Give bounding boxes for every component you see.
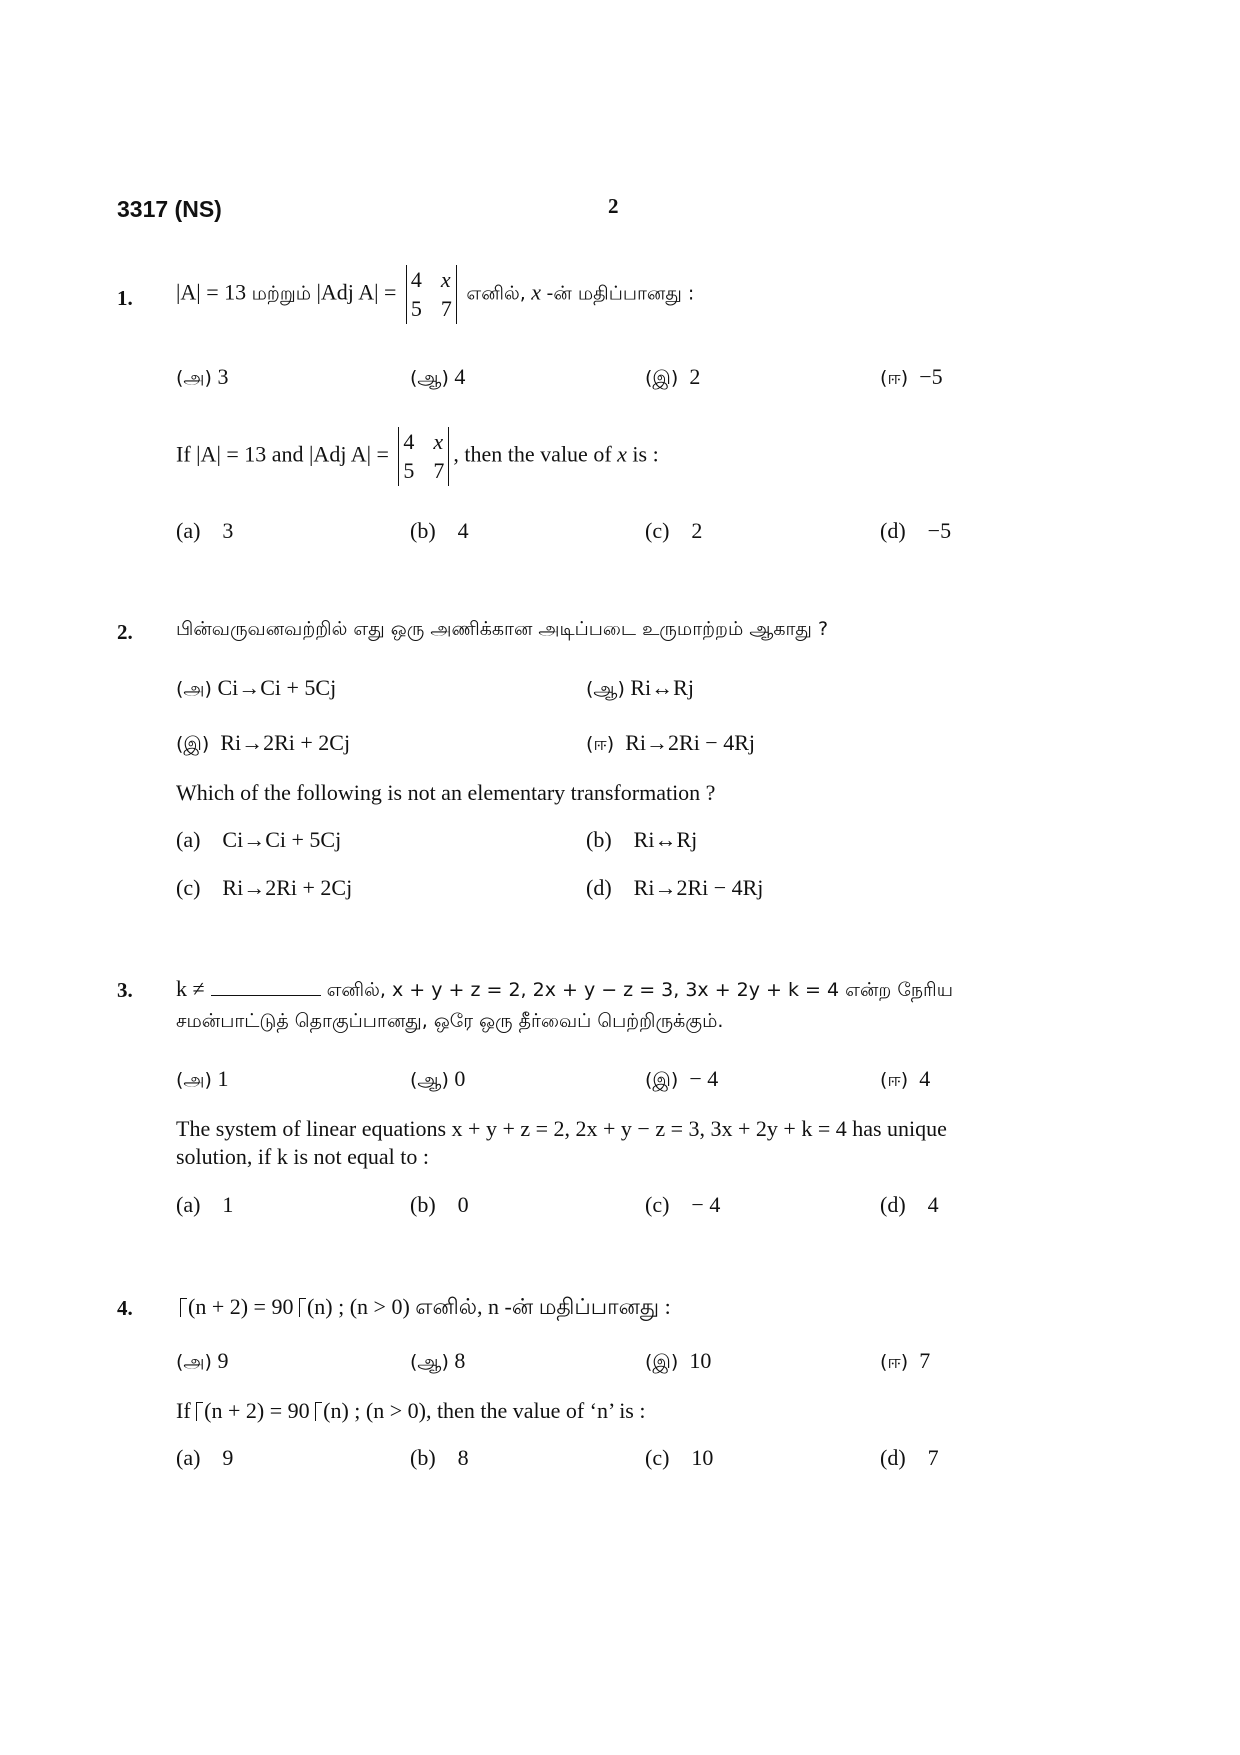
q4-ta-expr2: (n) ; (n > 0) எனில், n -ன் மதிப்பானது :	[306, 1294, 671, 1319]
option-label: (c)	[176, 875, 201, 900]
paper-code: 3317 (NS)	[117, 196, 222, 222]
option-label: (d)	[880, 1192, 906, 1217]
option-label: (c)	[645, 1192, 670, 1217]
option	[645, 1068, 718, 1090]
option-value: −5	[919, 364, 943, 389]
option-value: 9	[222, 1445, 234, 1470]
option-label: (d)	[586, 875, 612, 900]
option-value: 8	[457, 1445, 469, 1470]
option-label: (d)	[880, 1445, 906, 1470]
option-value: 0	[457, 1192, 469, 1217]
q3-english-line2: solution, if k is not equal to :	[176, 1144, 429, 1169]
matrix-cell: 4	[403, 429, 415, 454]
gamma-symbol	[196, 1402, 203, 1421]
option-value: Ri→2Ri − 4Rj	[633, 875, 764, 900]
option-value: Ri→2Ri + 2Cj	[220, 730, 351, 755]
option-value: 7	[927, 1445, 939, 1470]
q2-tamil-question: பின்வருவனவற்றில் எது ஒரு அணிக்கான அடிப்படை உருமாற்றம் ஆகாது ?	[176, 618, 829, 640]
option	[586, 877, 763, 899]
q4-en-prefix: If	[176, 1398, 191, 1423]
option	[176, 877, 352, 899]
option	[645, 1447, 713, 1469]
option-label: (b)	[410, 518, 436, 543]
option	[645, 366, 700, 388]
option-value: 4	[919, 1066, 931, 1091]
q3-tamil-line2: சமன்பாட்டுத் தொகுப்பானது, ஒரே ஒரு தீர்வைப் பெற்றிருக்கும்.	[176, 1010, 724, 1032]
matrix-cell: 4	[410, 267, 422, 292]
option	[176, 732, 350, 754]
q4-en-expr2: (n) ; (n > 0), then the value of ‘n’ is :	[323, 1398, 646, 1423]
option	[176, 520, 233, 542]
option-value: 3	[222, 518, 234, 543]
option-value: 4	[927, 1192, 939, 1217]
option	[176, 1068, 228, 1090]
option	[880, 1350, 930, 1372]
q1-ta-end: -ன் மதிப்பானது :	[546, 282, 695, 305]
option	[586, 829, 697, 851]
q1-ta-prefix: |A| = 13	[176, 279, 247, 305]
matrix-cell: 7	[433, 457, 445, 483]
option	[586, 732, 755, 754]
option-label: (c)	[645, 518, 670, 543]
question-number: 3.	[117, 978, 133, 1002]
option-value: 3	[217, 364, 229, 389]
q2-english-question: Which of the following is not an elementary transformation ?	[176, 780, 716, 805]
option	[410, 520, 469, 542]
option	[880, 366, 943, 388]
option-value: Ci→Ci + 5Cj	[222, 827, 342, 852]
option-label: (அ)	[176, 1351, 212, 1373]
option-value: 10	[691, 1445, 714, 1470]
option-value: 2	[689, 364, 701, 389]
option-label: (c)	[645, 1445, 670, 1470]
option-value: 1	[222, 1192, 234, 1217]
matrix-cell: x	[433, 429, 444, 454]
option-label: (ஈ)	[880, 1351, 909, 1373]
option	[410, 366, 465, 388]
option-label: (இ)	[645, 1351, 679, 1373]
q1-ta-var: x	[531, 279, 542, 305]
option	[880, 1068, 930, 1090]
option-value: 2	[691, 518, 703, 543]
page-number: 2	[608, 194, 619, 218]
q1-ta-matrix	[406, 265, 457, 324]
option-label: (ஆ)	[410, 1069, 449, 1091]
option-label: (a)	[176, 827, 201, 852]
question-number: 4.	[117, 1296, 133, 1320]
option	[645, 1350, 711, 1372]
option	[176, 1350, 228, 1372]
option-label: (அ)	[176, 367, 212, 389]
option-label: (ஆ)	[410, 367, 449, 389]
q1-ta-adj: |Adj A| =	[316, 279, 397, 305]
gamma-symbol	[180, 1298, 187, 1317]
q1-en-suffix: , then the value of	[453, 441, 612, 467]
q1-en-end: is :	[632, 441, 659, 467]
option	[645, 520, 702, 542]
option-value: Ri↔Rj	[630, 675, 694, 700]
option-value: − 4	[689, 1066, 719, 1091]
option-label: (d)	[880, 518, 906, 543]
question-number: 1.	[117, 286, 133, 310]
answer-blank	[211, 981, 321, 996]
option	[880, 1447, 939, 1469]
matrix-cell: 7	[440, 295, 452, 321]
option-value: −5	[927, 518, 952, 543]
q3-tamil-line1	[176, 978, 953, 1000]
q1-ta-suffix: எனில்,	[466, 282, 526, 305]
option-label: (a)	[176, 518, 201, 543]
q4-english-question	[176, 1400, 645, 1422]
matrix-cell: 5	[410, 295, 422, 321]
option-label: (இ)	[176, 733, 210, 755]
q4-en-expr: (n + 2) = 90	[204, 1398, 310, 1423]
option-value: Ri→2Ri + 2Cj	[222, 875, 353, 900]
gamma-symbol	[299, 1298, 306, 1317]
option	[880, 520, 951, 542]
option	[176, 829, 341, 851]
q1-tamil-question	[176, 265, 694, 324]
option	[645, 1194, 720, 1216]
option	[410, 1194, 469, 1216]
q4-tamil-question	[180, 1296, 671, 1318]
q3-english-line1: The system of linear equations x + y + z = 2, 2x + y − z = 3, 3x + 2y + k = 4 has unique	[176, 1116, 947, 1141]
option-label: (அ)	[176, 1069, 212, 1091]
option-label: (a)	[176, 1192, 201, 1217]
q4-ta-expr: (n + 2) = 90	[188, 1294, 294, 1319]
option-label: (ஆ)	[410, 1351, 449, 1373]
option-label: (ஈ)	[880, 367, 909, 389]
option-value: Ri↔Rj	[633, 827, 698, 852]
option-label: (b)	[410, 1192, 436, 1217]
option-value: 9	[217, 1348, 229, 1373]
option-value: Ri→2Ri − 4Rj	[625, 730, 755, 755]
option-value: 1	[217, 1066, 229, 1091]
option-value: − 4	[691, 1192, 721, 1217]
matrix-cell: 5	[403, 457, 415, 483]
gamma-symbol	[315, 1402, 322, 1421]
option-value: 8	[454, 1348, 466, 1373]
option-value: 10	[689, 1348, 712, 1373]
matrix-cell: x	[440, 267, 451, 292]
option	[176, 1194, 233, 1216]
q1-en-matrix	[398, 427, 449, 486]
q1-en-var: x	[617, 441, 627, 467]
option-value: 4	[457, 518, 469, 543]
q1-ta-and: மற்றும்	[251, 282, 312, 305]
option-label: (அ)	[176, 678, 212, 700]
q3-ta-line1-text: எனில், x + y + z = 2, 2x + y − z = 3, 3x + 2y + k = 4 என்ற நேரிய	[326, 979, 953, 1001]
option-label: (இ)	[645, 1069, 679, 1091]
q3-ta-k: k ≠	[176, 976, 205, 1001]
option-label: (இ)	[645, 367, 679, 389]
option-value: 0	[454, 1066, 466, 1091]
question-number: 2.	[117, 620, 133, 644]
option	[880, 1194, 939, 1216]
option-label: (b)	[586, 827, 612, 852]
option-label: (a)	[176, 1445, 201, 1470]
option-label: (ஈ)	[880, 1069, 909, 1091]
option-value: 7	[919, 1348, 931, 1373]
q1-en-prefix: If |A| = 13 and |Adj A| =	[176, 441, 389, 467]
option	[176, 366, 228, 388]
option	[410, 1068, 465, 1090]
option	[586, 677, 694, 699]
option-label: (ஆ)	[586, 678, 625, 700]
option-value: 4	[454, 364, 466, 389]
option-label: (b)	[410, 1445, 436, 1470]
q1-english-question	[176, 427, 659, 486]
option-value: Ci→Ci + 5Cj	[217, 675, 337, 700]
option	[410, 1350, 465, 1372]
option-label: (ஈ)	[586, 733, 615, 755]
option	[176, 677, 336, 699]
option	[176, 1447, 233, 1469]
option	[410, 1447, 469, 1469]
